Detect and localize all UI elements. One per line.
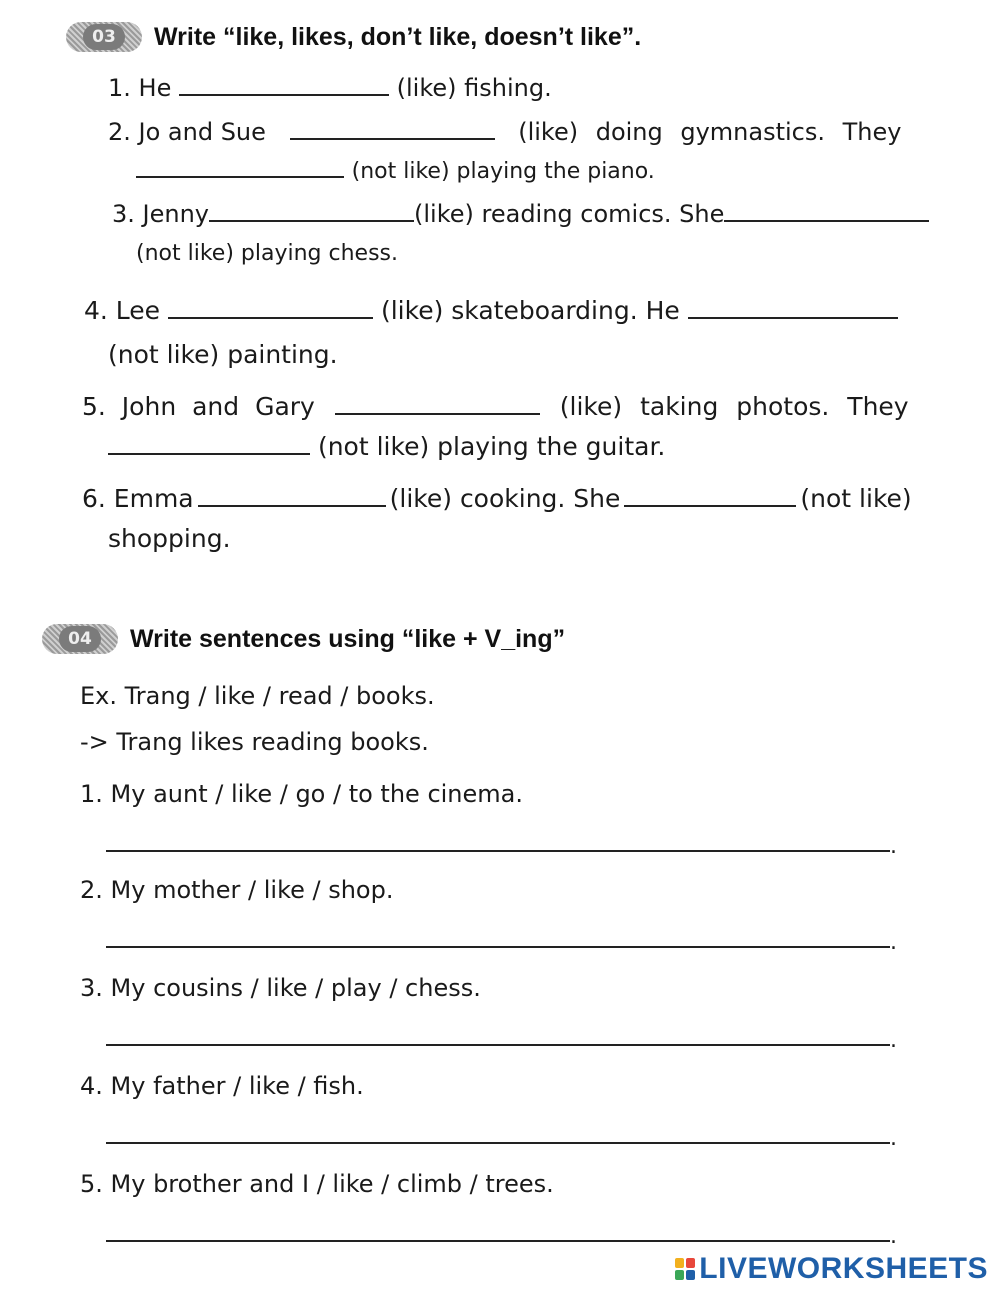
section-4-badge: 04 bbox=[42, 624, 118, 654]
blank-input[interactable] bbox=[209, 200, 414, 222]
blank-input[interactable] bbox=[335, 393, 540, 415]
answer-line-4[interactable] bbox=[106, 1142, 890, 1144]
s3-item-5-line-2: (not like) playing the guitar. bbox=[108, 432, 665, 461]
blank-input[interactable] bbox=[688, 297, 898, 319]
blank-input[interactable] bbox=[168, 297, 373, 319]
s4-item-3: 3. My cousins / like / play / chess. bbox=[80, 974, 481, 1002]
section-3-badge: 03 bbox=[66, 22, 142, 52]
section-3-header bbox=[66, 22, 641, 52]
section-4-header bbox=[42, 624, 565, 654]
logo-text: LIVEWORKSHEETS bbox=[699, 1252, 988, 1285]
section-3-title: Write “like, likes, don’t like, doesn’t like”. bbox=[154, 22, 642, 51]
blank-input[interactable] bbox=[198, 485, 386, 507]
blank-input[interactable] bbox=[136, 156, 344, 178]
blank-input[interactable] bbox=[290, 118, 495, 140]
answer-line-3[interactable] bbox=[106, 1044, 890, 1046]
s3-item-2-line-2: (not like) playing the piano. bbox=[136, 156, 655, 184]
section-4-title: Write sentences using “like + V_ing” bbox=[130, 624, 566, 653]
answer-line-2[interactable] bbox=[106, 946, 890, 948]
s3-item-6-line-2: shopping. bbox=[108, 524, 231, 553]
logo-icon bbox=[675, 1258, 695, 1280]
s3-item-2-line-1: 2. Jo and Sue (like) doing gymnastics. They bbox=[108, 118, 902, 146]
s4-example-answer: -> Trang likes reading books. bbox=[80, 728, 429, 756]
period: . bbox=[890, 1126, 897, 1151]
s4-example: Ex. Trang / like / read / books. bbox=[80, 682, 435, 710]
s4-item-2: 2. My mother / like / shop. bbox=[80, 876, 394, 904]
s3-item-4-line-1: 4. Lee (like) skateboarding. He bbox=[84, 296, 898, 325]
s3-item-5-line-1: 5. John and Gary (like) taking photos. They bbox=[82, 392, 909, 421]
blank-input[interactable] bbox=[624, 485, 796, 507]
blank-input[interactable] bbox=[724, 200, 929, 222]
period: . bbox=[890, 1224, 897, 1249]
s3-item-4-line-2: (not like) painting. bbox=[108, 340, 338, 369]
answer-line-5[interactable] bbox=[106, 1240, 890, 1242]
s4-item-4: 4. My father / like / fish. bbox=[80, 1072, 364, 1100]
period: . bbox=[890, 1028, 897, 1053]
liveworksheets-logo bbox=[675, 1252, 988, 1286]
s3-item-3-line-2: (not like) playing chess. bbox=[136, 241, 398, 266]
blank-input[interactable] bbox=[179, 74, 389, 96]
s4-item-5: 5. My brother and I / like / climb / trees. bbox=[80, 1170, 554, 1198]
s3-item-3-line-1: 3. Jenny (like) reading comics. She bbox=[112, 200, 929, 228]
s3-item-1: 1. He (like) fishing. bbox=[108, 74, 552, 102]
blank-input[interactable] bbox=[108, 433, 310, 455]
period: . bbox=[890, 930, 897, 955]
period: . bbox=[890, 834, 897, 859]
answer-line-1[interactable] bbox=[106, 850, 890, 852]
s4-item-1: 1. My aunt / like / go / to the cinema. bbox=[80, 780, 523, 808]
s3-item-6-line-1: 6. Emma (like) cooking. She (not like) bbox=[82, 484, 912, 513]
